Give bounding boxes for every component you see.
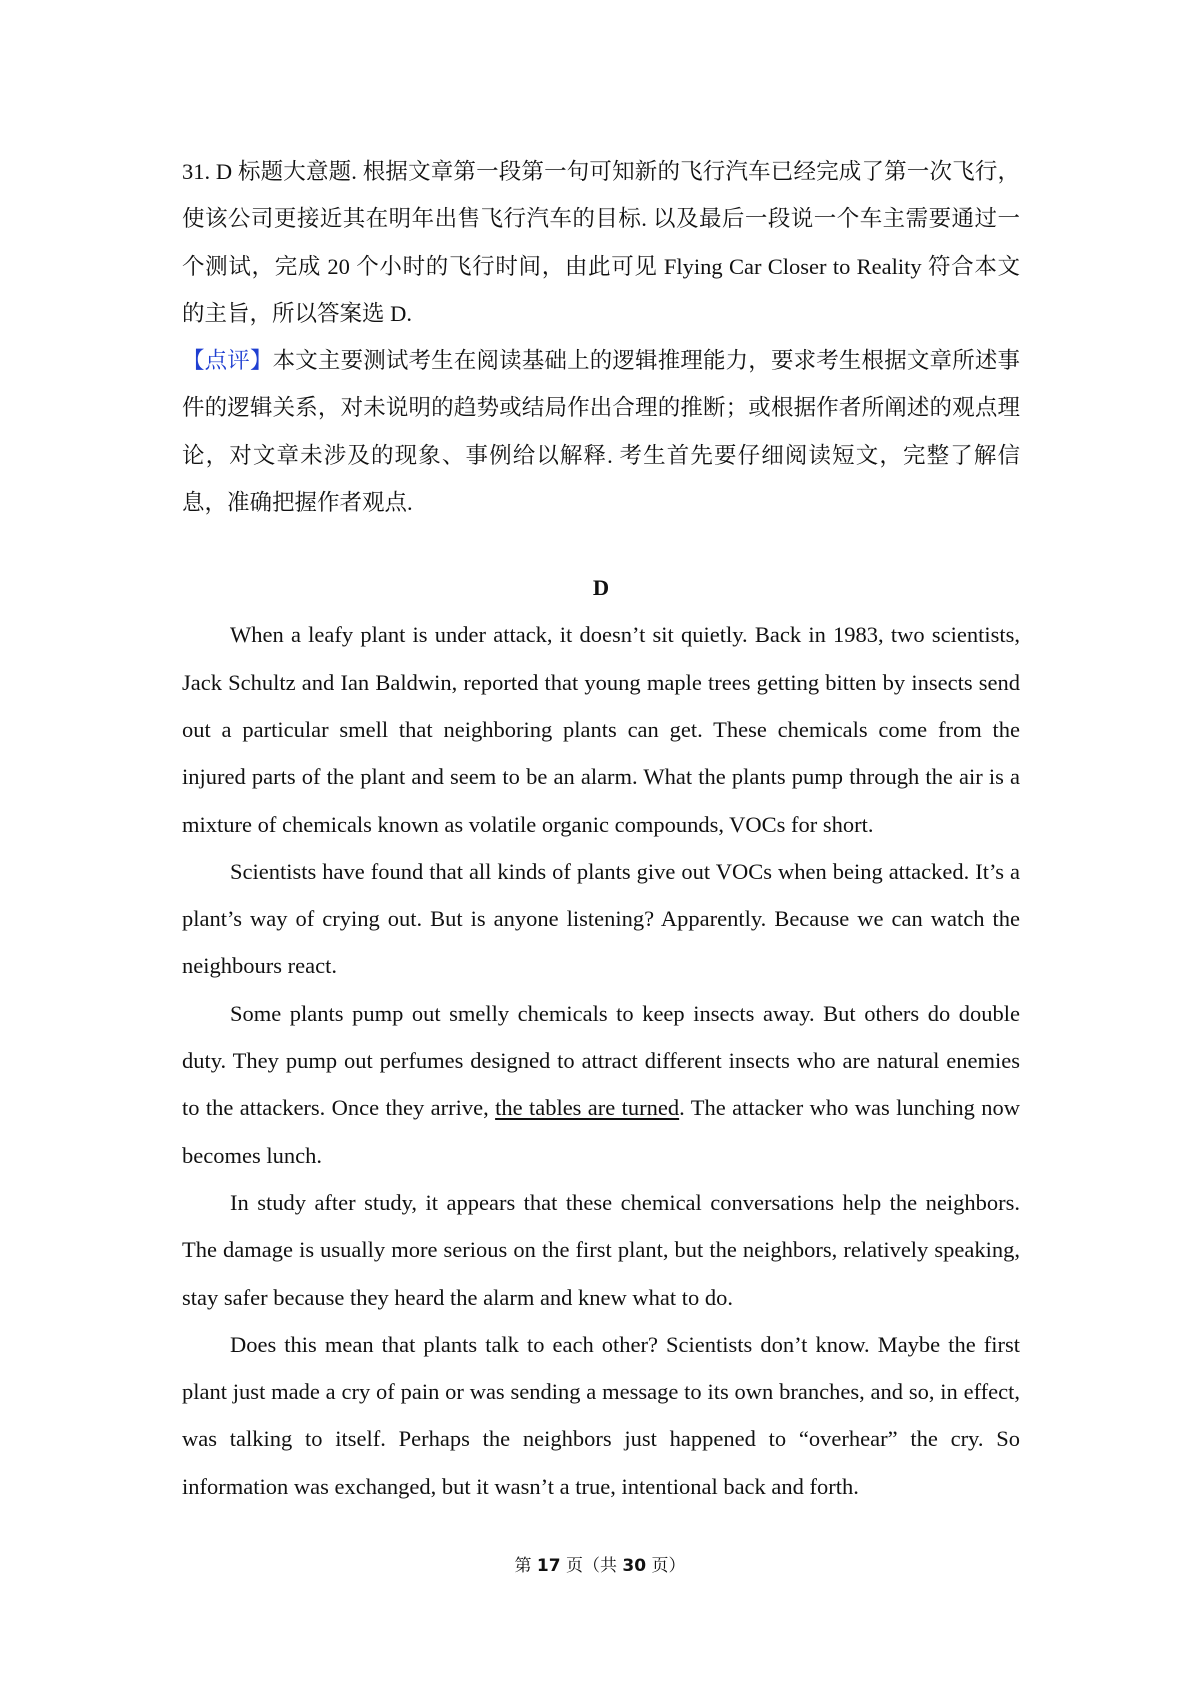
passage-paragraph-3: [182, 990, 1020, 1179]
underlined-phrase: the tables are turned: [495, 1095, 680, 1121]
page-content: [182, 148, 1020, 1510]
passage-paragraph-2: Scientists have found that all kinds of plants give out VOCs when being attacked. It’s a plant’s way of crying out. But is anyone listening? Apparently. Because we can watch the neighbours react.: [182, 858, 1020, 979]
footer-prefix: 第: [514, 1556, 537, 1576]
passage-paragraph-3-end: . The attacker who was lunching now becomes lunch.: [182, 1095, 1020, 1168]
comment-tag: 【点评】: [182, 348, 273, 374]
comment-paragraph: [182, 337, 1020, 526]
footer-suffix: 页）: [646, 1556, 686, 1576]
passage-paragraph-3-start: Some plants pump out smelly chemicals to keep insects away. But others do double duty. They pump out perfumes designed to attract different insects who are natural enemies to the attackers. Once they arrive,: [182, 1000, 1020, 1121]
page-footer: [0, 1555, 1200, 1577]
footer-current-page: 17: [536, 1556, 561, 1576]
passage-paragraph-5: Does this mean that plants talk to each other? Scientists don’t know. Maybe the first plant just made a cry of pain or was sending a message to its own branches, and so, in effect, was talking to itself. Perhaps the neighbors just happened to “overhear” the cry. So information was exchanged, but it wasn’t a true, intentional back and forth.: [182, 1331, 1020, 1499]
footer-total-pages: 30: [622, 1556, 647, 1576]
passage-paragraph-4: In study after study, it appears that these chemical conversations help the neighbors. The damage is usually more serious on the first plant, but the neighbors, relatively speaking, stay safer because they heard the alarm and knew what to do.: [182, 1189, 1020, 1310]
comment-text: 本文主要测试考生在阅读基础上的逻辑推理能力，要求考生根据文章所述事件的逻辑关系，对未说明的趋势或结局作出合理的推断；或根据作者所阐述的观点理论，对文章未涉及的现象、事例给以解释. 考生首先要仔细阅读短文，完整了解信息，准确把握作者观点.: [182, 348, 1020, 516]
section-title: D: [592, 575, 610, 601]
footer-middle: 页（共: [560, 1556, 623, 1576]
answer-explanation: 31. D 标题大意题. 根据文章第一段第一句可知新的飞行汽车已经完成了第一次飞行，使该公司更接近其在明年出售飞行汽车的目标. 以及最后一段说一个车主需要通过一个测试，完成 20 个小时的飞行时间，由此可见 Flying Car Closer to Reality 符合本文的主旨，所以答案选 D.: [182, 159, 1020, 326]
passage-paragraph-1: When a leafy plant is under attack, it doesn’t sit quietly. Back in 1983, two scientists, Jack Schultz and Ian Baldwin, reported that young maple trees getting bitten by insects send out a particular smell that neighboring plants can get. These chemicals come from the injured parts of the plant and seem to be an alarm. What the plants pump through the air is a mixture of chemicals known as volatile organic compounds, VOCs for short.: [182, 622, 1020, 837]
